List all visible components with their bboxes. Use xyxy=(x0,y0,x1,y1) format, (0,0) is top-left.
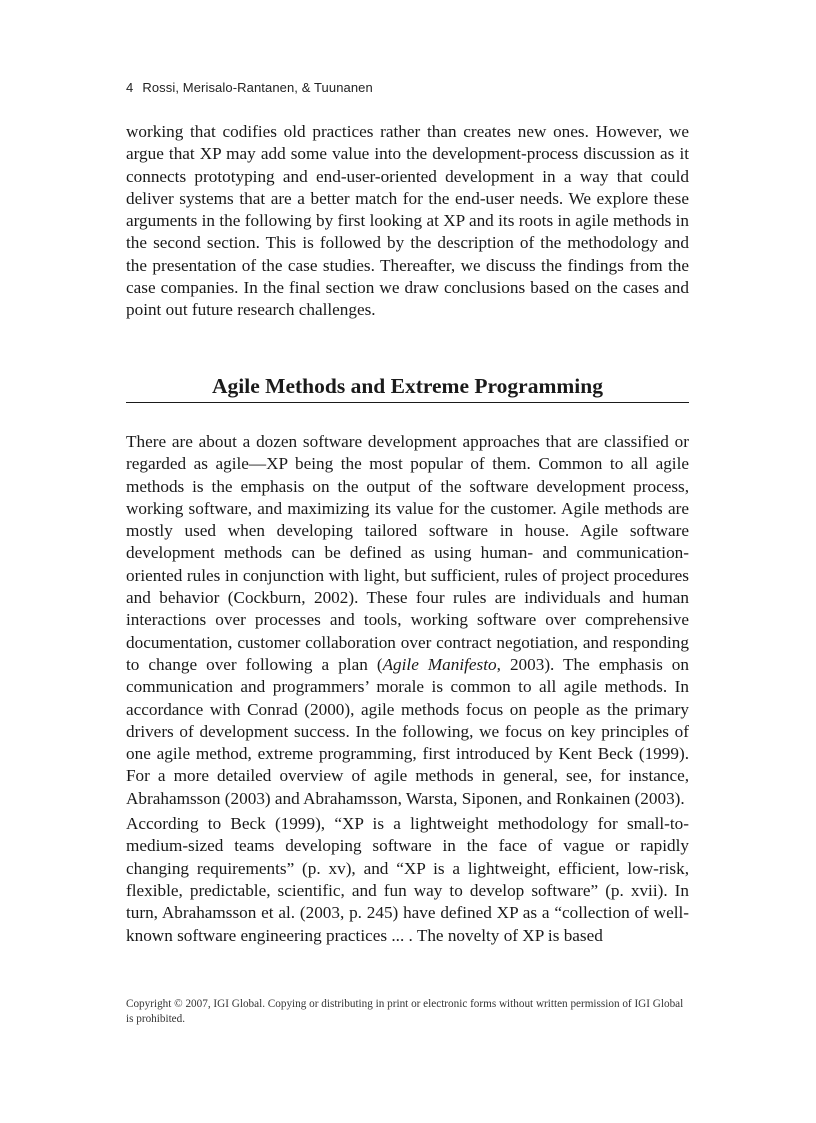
body-paragraph-1 xyxy=(126,431,689,810)
body-paragraph-1-part-1: There are about a dozen software development approaches that are classified or regarded as agile—XP being the most popular of them. Common to all agile methods is the emphasis on the output of the software development process, working software, and maximizing its value for the customer. Agile methods are mostly used when developing tailored software in house. Agile software development methods can be defined as using human- and communication-oriented rules in conjunction with light, but sufficient, rules of project procedures and behavior (Cockburn, 2002). These four rules are individuals and human interactions over processes and tools, working software over comprehensive documentation, customer collaboration over contract negotiation, and responding to change over following a plan ( xyxy=(126,432,689,674)
agile-manifesto-title: Agile Manifesto xyxy=(382,654,497,674)
page-number: 4 xyxy=(126,80,134,95)
section-heading: Agile Methods and Extreme Programming xyxy=(126,371,689,403)
intro-text-block xyxy=(126,121,689,322)
intro-paragraph: working that codifies old practices rather than creates new ones. However, we argue that XP may add some value into the development-process discussion as it connects prototyping and end-user-oriented development in a way that could deliver systems that are a better match for the end-user needs. We explore these arguments in the following by first looking at XP and its roots in agile methods in the second section. This is followed by the description of the methodology and the presentation of the case studies. Thereafter, we discuss the findings from the case companies. In the final section we draw conclusions based on the cases and point out future research challenges. xyxy=(126,122,689,320)
body-paragraph-2: According to Beck (1999), “XP is a lightweight methodology for small-to-medium-sized teams developing software in the face of vague or rapidly changing requirements” (p. xv), and “XP is a lightweight, efficient, low-risk, flexible, predictable, scientific, and fun way to develop software” (p. xvii). In turn, Abrahamsson et al. (2003, p. 245) have defined XP as a “collection of well-known software engineering practices ... . The novelty of XP is based xyxy=(126,814,689,945)
running-head xyxy=(126,80,373,95)
section-body xyxy=(126,431,689,947)
copyright-notice: Copyright © 2007, IGI Global. Copying or distributing in print or electronic forms without written permission of IGI Global is prohibited. xyxy=(126,998,684,1025)
running-head-authors: Rossi, Merisalo-Rantanen, & Tuunanen xyxy=(142,80,373,95)
body-paragraph-1-part-2: , 2003). The emphasis on communication and programmers’ morale is common to all agile methods. In accordance with Conrad (2000), agile methods focus on people as the primary drivers of development success. In the following, we focus on key principles of one agile method, extreme programming, first introduced by Kent Beck (1999). For a more detailed overview of agile methods in general, see, for instance, Abrahamsson (2003) and Abrahamsson, Warsta, Siponen, and Ronkainen (2003). xyxy=(126,654,689,808)
